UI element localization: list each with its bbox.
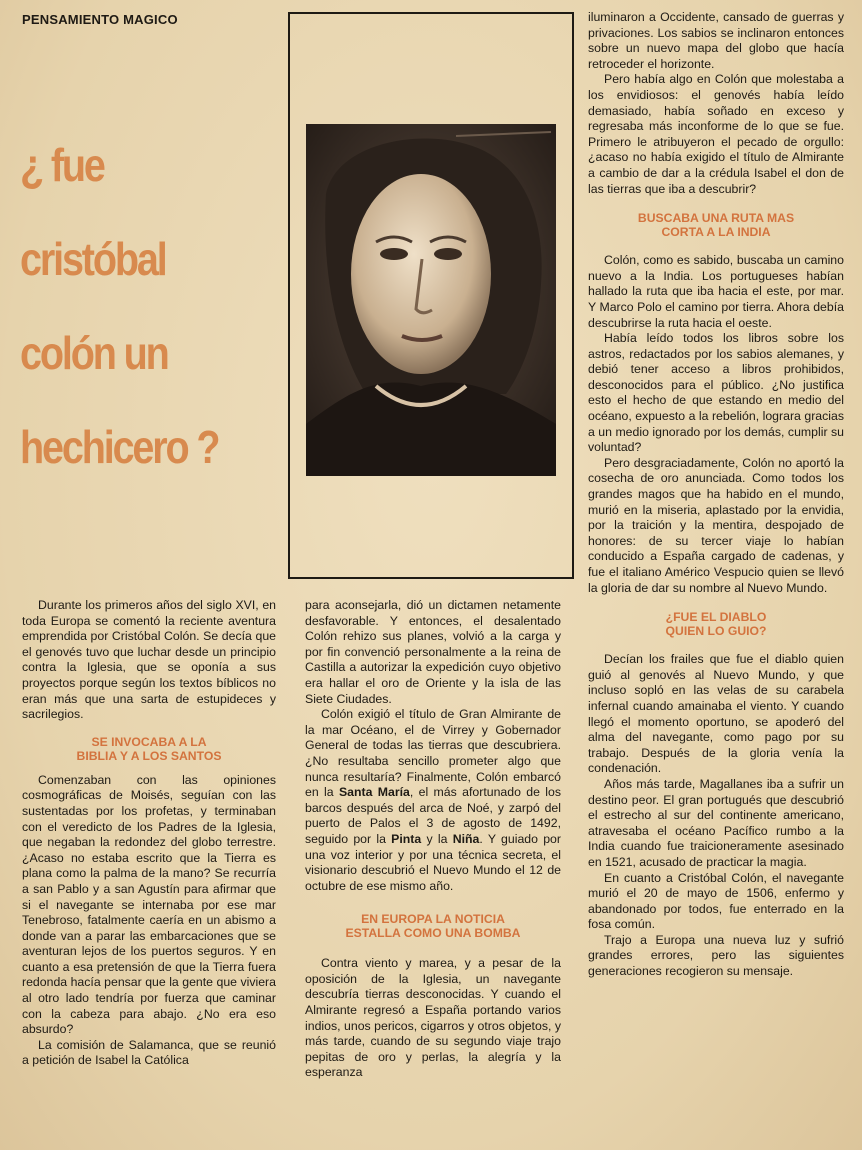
headline-line-1: ¿ fue: [20, 139, 104, 191]
paragraph: Años más tarde, Magallanes iba a sufrir un destino peor. El gran portugués que descubrió el estrecho al sur del continente americano, atravesaba el océano Pacífico rumbo a la India cuando fue traicioneramente asesinado en 1521, acusado de practicar la magia.: [588, 776, 844, 869]
paragraph: Pero desgraciadamente, Colón no aportó la cosecha de oro anunciada. Como todos los grandes magos que ha habido en el mundo, murió en la miseria, aplastado por la envidia, por la traición y la mentira, despojado de honores: de su tercer viaje lo habían conducido a España cargado de cadenas, y fue el italiano Américo Vespucio quien se llevó la gloria de dar su nombre al Nuevo Mundo.: [588, 455, 844, 595]
text-run: , el más afortunado de los barcos después del arca de Noé, y zarpó del puerto de Palos el 3 de agosto de 1492, seguido por la: [305, 785, 561, 846]
paragraph: En cuanto a Cristóbal Colón, el navegante murió el 20 de mayo de 1506, enfermo y abandonado por todos, fue enterrado en la fosa común.: [588, 870, 844, 932]
subheading-line: SE INVOCABA A LA: [91, 734, 207, 749]
subheading-line: BUSCABA UNA RUTA MAS: [637, 211, 795, 226]
section-label: PENSAMIENTO MAGICO: [22, 12, 178, 27]
subheading-india: [588, 211, 844, 239]
subheading-diablo: [588, 610, 844, 638]
portrait-image: [306, 124, 556, 476]
ship-name: Pinta: [391, 831, 422, 846]
paragraph: Contra viento y marea, y a pesar de la oposición de la Iglesia, un navegante descubría tierras desconocidas. Y cuando el Almirante regresó a España portando varios indios, unos pericos, cigarros y otros objetos, y más tarde, cuando de su segundo viaje trajo pepitas de oro y perlas, la alegría y la esperanza: [305, 956, 561, 1080]
paragraph: Durante los primeros años del siglo XVI, en toda Europa se comentó la reciente aventura emprendida por Cristóbal Colón. Se decía que el genovés tuvo que luchar desde un principio contra la Iglesia, que se oponía a sus proyectos porque según los textos bíblicos no eran más que una sarta de estupideces y sacrilegios.: [22, 598, 276, 722]
column-1: [22, 598, 276, 1069]
subheading-line: CORTA A LA INDIA: [661, 225, 771, 240]
paragraph: Colón, como es sabido, buscaba un camino nuevo a la India. Los portugueses habían hallado la ruta que iba hacia el este, por mar. Y Marco Polo el camino por tierra. Ahora debía descubrirse la ruta hacia el oeste.: [588, 253, 844, 330]
column-3: [588, 10, 844, 980]
paragraph: [305, 707, 561, 894]
text-run: y la: [421, 831, 453, 846]
paragraph: Decían los frailes que fue el diablo quien guió al genovés al Nuevo Mundo, y que incluso sopló en las velas de su carabela infernal cuando amainaba el viento. Y cuando llegó el momento oportuno, se apoderó del alma del navegante, como pago por su trabajo. Después de la gloria venía la condenación.: [588, 652, 844, 776]
text-run: Colón exigió el título de Gran Almirante de la mar Océano, el de Virrey y Gobernador General de todas las tierras que descubriera. ¿No resultaba sencillo prometer algo que nunca resultaría? Finalmente, Colón embarcó en la: [305, 707, 561, 800]
paragraph: iluminaron a Occidente, cansado de guerras y privaciones. Los sabios se inclinaron entonces sobre un nuevo mapa del globo que hacía retroceder el horizonte.: [588, 10, 844, 71]
paragraph: para aconsejarla, dió un dictamen netamente desfavorable. Y entonces, el desalentado Colón rehizo sus planes, volvió a la carga y por fin convenció personalmente a la reina de Castilla a autorizar la expedición cuyo objetivo era hallar el oro de Oriente y la isla de las Siete Ciudades.: [305, 598, 561, 706]
ship-name: Santa María: [338, 785, 410, 800]
subheading-line: ¿FUE EL DIABLO: [665, 610, 767, 625]
headline: [20, 118, 245, 494]
subheading-line: BIBLIA Y A LOS SANTOS: [76, 748, 222, 763]
ship-name: Niña: [452, 831, 480, 846]
column-2: [305, 598, 561, 1081]
subheading-line: EN EUROPA LA NOTICIA: [361, 912, 505, 927]
headline-line-4: hechicero ?: [20, 421, 219, 473]
paragraph: Trajo a Europa una nueva luz y sufrió grandes errores, pero las siguientes generaciones recogieron su mensaje.: [588, 932, 844, 979]
paragraph: Pero había algo en Colón que molestaba a los envidiosos: el genovés había leído demasiado, había soñado en exceso y regresaba más inconforme de lo que se fue. Primero le atribuyeron el pecado de orgullo: ¿acaso no había exigido el título de Almirante a cambio de dar a la crédula Isabel el don de las tierras que iba a descubrir?: [588, 72, 844, 196]
text-run: . Y guiado por una voz interior y por una técnica secreta, el visionario descubrió el Nuevo Mundo el 12 de octubre de ese mismo año.: [305, 831, 561, 893]
subheading-biblia: [22, 735, 276, 763]
subheading-line: ESTALLA COMO UNA BOMBA: [345, 926, 521, 941]
headline-line-2: cristóbal: [20, 233, 166, 285]
headline-line-3: colón un: [20, 327, 168, 379]
paragraph: La comisión de Salamanca, que se reunió a petición de Isabel la Católica: [22, 1037, 276, 1068]
subheading-europa: [305, 912, 561, 940]
portrait-frame: [288, 12, 574, 579]
subheading-line: QUIEN LO GUIO?: [665, 624, 767, 639]
paragraph: Comenzaban con las opiniones cosmográficas de Moisés, seguían con las sustentadas por los profetas, y terminaban con el veredicto de los Padres de la Iglesia, que negaban la redondez del globo terrestre. ¿Acaso no estaba escrito que la Tierra es plana como la palma de la mano? Se recurría a san Pablo y a san Agustín para afirmar que si el navegante se internaba por ese mar Tenebroso, fatalmente caería en un abismo a donde van a parar las embarcaciones que se aventuran lejos de los puertos seguros. Y en cuanto a esa pretensión de que la Tierra fuera redonda hacía pensar que la gente que viviera al otro lado tendría por fuerza que caminar con la cabeza para abajo. ¿No era eso absurdo?: [22, 772, 276, 1037]
paragraph: Había leído todos los libros sobre los astros, redactados por los sabios alemanes, y debió tener acceso a libros prohibidos, desconocidos para el público. ¿No justifica esto el hecho de que estando en medio del océano, expuesto a la rebelión, lograra gracias a un medio ignorado por los demás, cumplir su voluntad?: [588, 331, 844, 455]
